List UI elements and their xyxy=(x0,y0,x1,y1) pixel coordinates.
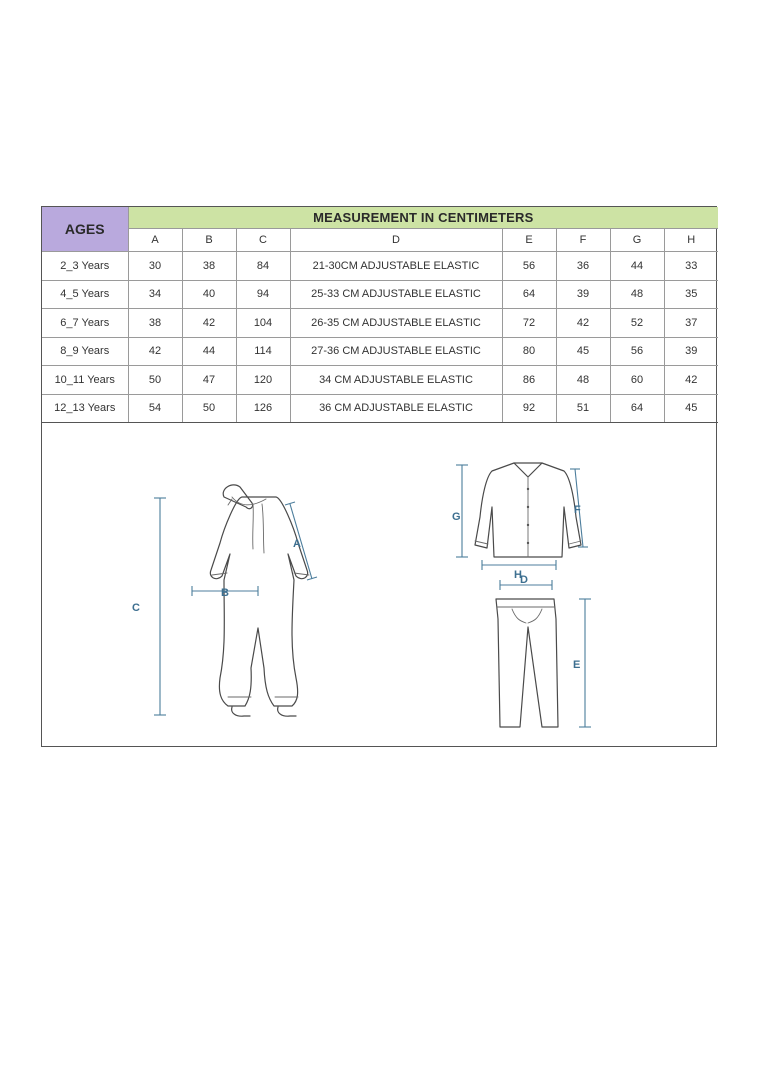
cell-c: 84 xyxy=(236,252,290,281)
table-row xyxy=(42,394,718,423)
cell-h: 33 xyxy=(664,252,718,281)
cell-b: 40 xyxy=(182,280,236,309)
cell-f: 48 xyxy=(556,366,610,395)
cell-f: 45 xyxy=(556,337,610,366)
ages-header: AGES xyxy=(42,207,128,252)
cell-e: 56 xyxy=(502,252,556,281)
label-d: D xyxy=(520,574,528,586)
cell-h: 42 xyxy=(664,366,718,395)
cell-d: 21-30CM ADJUSTABLE ELASTIC xyxy=(290,252,502,281)
cell-h: 45 xyxy=(664,394,718,423)
table-row xyxy=(42,309,718,338)
onesie-illustration xyxy=(132,485,317,716)
shirt-illustration xyxy=(452,463,588,581)
measurement-header: MEASUREMENT IN CENTIMETERS xyxy=(128,207,718,229)
cell-c: 94 xyxy=(236,280,290,309)
garment-illustrations xyxy=(42,425,716,745)
cell-g: 48 xyxy=(610,280,664,309)
cell-a: 54 xyxy=(128,394,182,423)
cell-c: 120 xyxy=(236,366,290,395)
cell-e: 72 xyxy=(502,309,556,338)
label-f: F xyxy=(574,504,581,516)
cell-a: 30 xyxy=(128,252,182,281)
cell-h: 39 xyxy=(664,337,718,366)
pants-illustration xyxy=(496,574,591,727)
cell-f: 42 xyxy=(556,309,610,338)
label-h: H xyxy=(514,569,522,581)
table-row xyxy=(42,366,718,395)
table-row xyxy=(42,252,718,281)
column-letters-row xyxy=(42,229,718,252)
cell-e: 80 xyxy=(502,337,556,366)
col-header-b: B xyxy=(182,229,236,252)
age-cell: 10_11 Years xyxy=(42,366,128,395)
cell-d: 27-36 CM ADJUSTABLE ELASTIC xyxy=(290,337,502,366)
cell-d: 26-35 CM ADJUSTABLE ELASTIC xyxy=(290,309,502,338)
cell-g: 52 xyxy=(610,309,664,338)
label-g: G xyxy=(452,511,461,523)
cell-a: 34 xyxy=(128,280,182,309)
cell-g: 64 xyxy=(610,394,664,423)
cell-e: 92 xyxy=(502,394,556,423)
cell-g: 56 xyxy=(610,337,664,366)
cell-a: 42 xyxy=(128,337,182,366)
cell-h: 37 xyxy=(664,309,718,338)
cell-f: 51 xyxy=(556,394,610,423)
col-header-h: H xyxy=(664,229,718,252)
cell-e: 64 xyxy=(502,280,556,309)
col-header-f: F xyxy=(556,229,610,252)
label-c: C xyxy=(132,602,140,614)
cell-b: 44 xyxy=(182,337,236,366)
cell-d: 34 CM ADJUSTABLE ELASTIC xyxy=(290,366,502,395)
cell-f: 36 xyxy=(556,252,610,281)
cell-b: 50 xyxy=(182,394,236,423)
cell-g: 44 xyxy=(610,252,664,281)
cell-f: 39 xyxy=(556,280,610,309)
cell-b: 47 xyxy=(182,366,236,395)
age-cell: 2_3 Years xyxy=(42,252,128,281)
label-b: B xyxy=(221,587,229,599)
age-cell: 12_13 Years xyxy=(42,394,128,423)
age-cell: 8_9 Years xyxy=(42,337,128,366)
cell-c: 104 xyxy=(236,309,290,338)
col-header-d: D xyxy=(290,229,502,252)
cell-g: 60 xyxy=(610,366,664,395)
cell-e: 86 xyxy=(502,366,556,395)
label-a: A xyxy=(293,538,301,550)
cell-a: 50 xyxy=(128,366,182,395)
cell-h: 35 xyxy=(664,280,718,309)
col-header-c: C xyxy=(236,229,290,252)
cell-d: 36 CM ADJUSTABLE ELASTIC xyxy=(290,394,502,423)
cell-c: 126 xyxy=(236,394,290,423)
cell-b: 42 xyxy=(182,309,236,338)
cell-b: 38 xyxy=(182,252,236,281)
label-e: E xyxy=(573,659,581,671)
age-cell: 6_7 Years xyxy=(42,309,128,338)
cell-c: 114 xyxy=(236,337,290,366)
size-table xyxy=(42,207,718,423)
age-cell: 4_5 Years xyxy=(42,280,128,309)
table-row xyxy=(42,280,718,309)
size-chart xyxy=(41,206,717,747)
cell-a: 38 xyxy=(128,309,182,338)
col-header-g: G xyxy=(610,229,664,252)
table-row xyxy=(42,337,718,366)
col-header-e: E xyxy=(502,229,556,252)
col-header-a: A xyxy=(128,229,182,252)
cell-d: 25-33 CM ADJUSTABLE ELASTIC xyxy=(290,280,502,309)
